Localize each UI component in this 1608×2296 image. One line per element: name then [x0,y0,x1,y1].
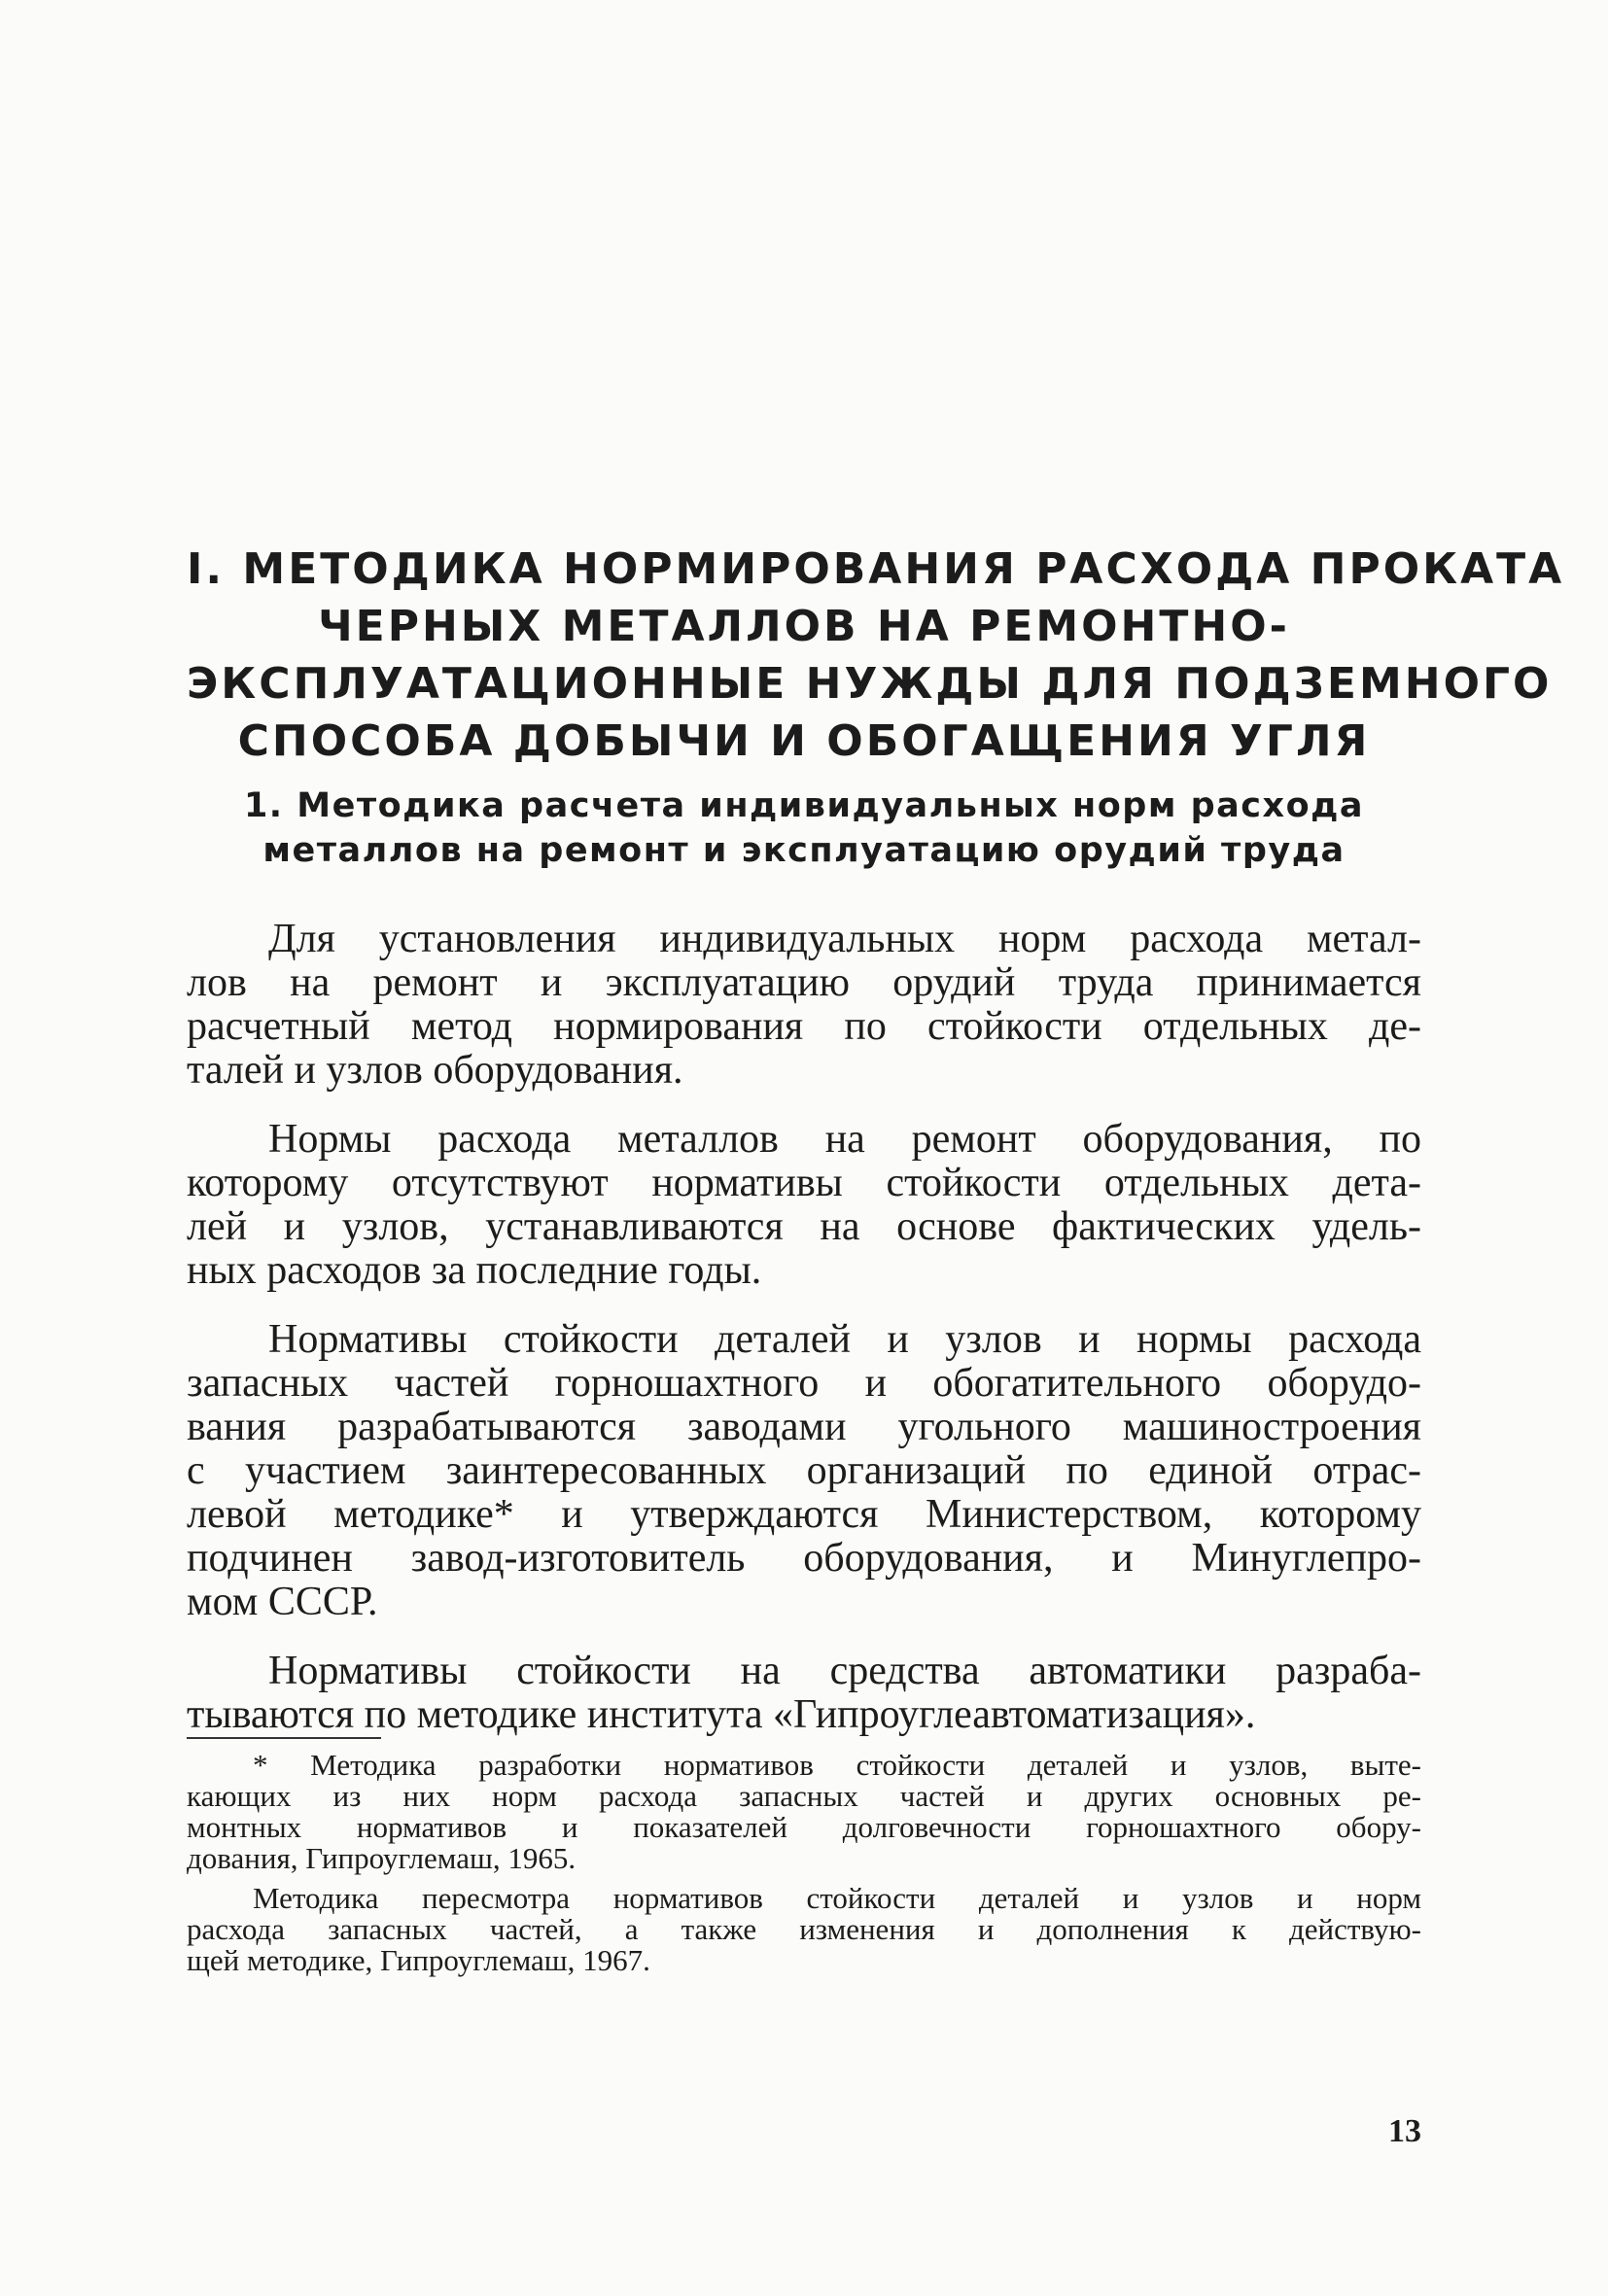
footnote [187,1883,1421,1976]
text-line: Для установления индивидуальных норм расхода метал- [268,917,1421,961]
footnote-line: дования, Гипроуглемаш, 1965. [187,1841,577,1875]
footnote-line: щей методике, Гипроуглемаш, 1967. [187,1943,650,1977]
text-line: вания разрабатываются заводами угольного машиностроения [187,1405,1421,1449]
section-heading-line: металлов на ремонт и эксплуатацию орудий труда [262,831,1346,870]
paragraph-durability-norms [187,1318,1421,1624]
text-line: мом СССР. [187,1580,378,1624]
text-line: ных расходов за последние годы. [187,1248,762,1293]
chapter-heading-line: СПОСОБА ДОБЫЧИ И ОБОГАЩЕНИЯ УГЛЯ [237,716,1371,766]
text-line: лей и узлов, устанавливаются на основе фактических удель- [187,1204,1421,1249]
text-line: талей и узлов оборудования. [187,1048,683,1093]
paragraph-calculation-method [187,918,1421,1093]
text-line: с участием заинтересованных организаций по единой отрас- [187,1448,1421,1493]
paragraph-actual-consumption [187,1118,1421,1293]
page-number: 13 [1388,2113,1421,2149]
footnote-line: * Методика разработки нормативов стойкости деталей и узлов, выте- [253,1748,1421,1782]
text-line: Нормативы стойкости на средства автоматики разраба- [268,1649,1421,1693]
text-line: левой методике* и утверждаются Министерством, которому [187,1492,1421,1537]
text-line: тываются по методике института «Гипроуглеавтоматизация». [187,1692,1256,1737]
text-line: Нормы расхода металлов на ремонт оборудования, по [268,1117,1421,1162]
chapter-heading [187,540,1565,770]
chapter-heading-line: I. МЕТОДИКА НОРМИРОВАНИЯ РАСХОДА ПРОКАТА [187,544,1565,594]
text-line: лов на ремонт и эксплуатацию орудий труда принимается [187,960,1421,1005]
text-line: запасных частей горношахтного и обогатительного оборудо- [187,1361,1421,1406]
footnote-divider [187,1737,381,1739]
footnote-line: монтных нормативов и показателей долговечности горношахтного обору- [187,1810,1421,1844]
section-heading [187,783,1421,873]
text-line: подчинен завод-изготовитель оборудования, и Минуглепро- [187,1536,1421,1581]
book-page [187,0,1565,2296]
body-text [187,918,1421,1762]
footnotes [187,1750,1421,1985]
paragraph-automation-norms [187,1650,1421,1737]
footnote-line: Методика пересмотра нормативов стойкости деталей и узлов и норм [253,1881,1421,1915]
chapter-heading-line: ЭКСПЛУАТАЦИОННЫЕ НУЖДЫ ДЛЯ ПОДЗЕМНОГО [187,659,1553,709]
text-line: Нормативы стойкости деталей и узлов и нормы расхода [268,1317,1421,1362]
footnote [187,1750,1421,1874]
section-heading-line: 1. Методика расчета индивидуальных норм расхода [243,786,1365,825]
text-line: расчетный метод нормирования по стойкости отдельных де- [187,1004,1421,1049]
chapter-heading-line: ЧЕРНЫХ МЕТАЛЛОВ НА РЕМОНТНО- [318,602,1290,651]
footnote-line: расхода запасных частей, а также изменения и дополнения к действую- [187,1912,1421,1946]
text-line: которому отсутствуют нормативы стойкости отдельных дета- [187,1161,1421,1205]
footnote-line: кающих из них норм расхода запасных частей и других основных ре- [187,1779,1421,1813]
